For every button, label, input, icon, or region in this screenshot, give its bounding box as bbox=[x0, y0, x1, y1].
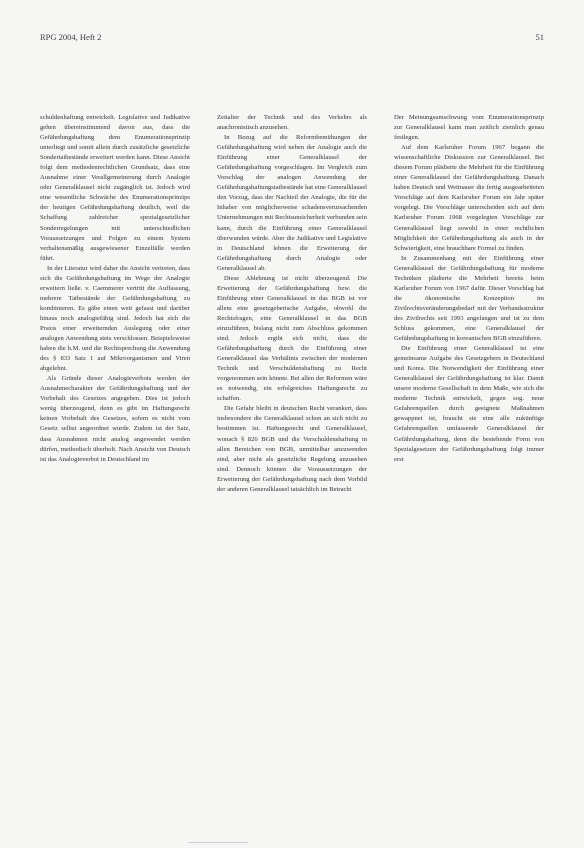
page-number: 51 bbox=[535, 32, 544, 42]
paragraph: Diese Ablehnung ist nicht überzeugend. Die Erweiterung der Gefährdungshaftung bzw. die Einführung einer Generalklausel in das BGB ist vor allem eine gesetzgeberische Aufgabe, obwohl die Rechtsfragen, eine Generalklausel in das BGB einzuführen, bislang nicht zum Abschluss gekommen sind. Jedoch ergibt sich nicht, dass die Gefährdungshaftung durch die Einführung einer Generalklausel das Verhältnis zwischen der modernen Technik und Verschuldenshaftung zu Recht vorgenommen sein könnte. Bei allen der Reformen wäre es notwendig, ein erfolgreiches Haftungsrecht zu schaffen. bbox=[217, 274, 367, 403]
paragraph: Auf dem Karlsruher Forum 1967 begann die wissenschaftliche Diskussion zur Generalklausel. Bei diesem Forum plädierte die Mehrheit für die Einführung einer Generalklausel der Gefährdungshaftung. Danach haben Deutsch und Weitnauer die fertig ausgearbeiteten Vorschläge auf dem Karlsruher Forum ein Jahr später vorgelegt. Die Vorschläge unterscheiden sich auf dem Karlsruher Forum 1968 vorgelegten Vorschläge zur Generalklausel liegt sowohl in einer rechtlichen Möglichkeit der Gefährdungshaftung als auch in der Schwierigkeit, eine brauchbare Formel zu finden. bbox=[394, 144, 544, 252]
paragraph: Der Meinungsumschwung vom Enumerationsprinzip zur Generalklausel kann man zeitlich ziemlich genau festlegen. bbox=[394, 114, 544, 142]
page-header bbox=[40, 32, 544, 46]
journal-title: RPG 2004, Heft 2 bbox=[40, 32, 102, 42]
column-3 bbox=[394, 113, 544, 713]
text-columns bbox=[40, 113, 544, 713]
paragraph: In Zusammenhang mit der Einführung einer Generalklausel der Gefährdungshaftung für moderne Techniken plädierte die Mehrheit bereits beim Karlsruher Forum von 1967 dafür. Dieser Vorschlag hat die ökonomische Konzeption im Zivilrechtsveränderungsbedarf mit der Verbandsstruktur des Zivilrechts seit 1993 angefangen und ist zu dem Schluss gekommen, eine Generalklausel der Gefährdungshaftung in koreanischen BGB einzuführen. bbox=[394, 254, 544, 343]
paragraph: Als Gründe dieser Analogieverbots werden der Ausnahmecharakter der Gefährdungshaftung und der Vorbehalt des Gesetzes angegeben. Dies ist jedoch wenig überzeugend, denn es gibt im Haftungsrecht keinen Vorbehalt des Gesetzes, sofern es nicht vom Gesetz selbst angeordnet wurde. Zudem ist der Satz, dass Ausnahmen nicht analog angewendet werden dürfen, methodisch überholt. Nach Ansicht von Deutsch ist das Analogieverbot in Deutschland im bbox=[40, 375, 190, 463]
paragraph: Die Einführung einer Generalklausel ist eine gemeinsame Aufgabe des Gesetzgebers in Deutschland und Korea. Die Notwendigkeit der Einführung einer Generalklausel der Gefährdungshaftung ist klar. Damit unsere moderne Gesellschaft in dem Maße, wie sich die moderne Technik entwickelt, gegen sog. neue Gefahrenquellen durch geeignete Maßnahmen gewappnet ist, braucht sie eine alle zukünftige Gefahrenquellen umfassende Generalklausel der Gefährdungshaftung, denn die bestehende Form von Spezialgesetzen der Gefährdungshaftung folgt immer erst bbox=[394, 345, 544, 463]
paragraph: schuldenhaftung entwickelt. Legislative und Judikative gehen übereinstimmend davon aus, dass die Gefährdungshaftung dem Enumerationsprinzip unterliegt und somit allein durch zusätzliche gesetzliche Sondertatbestände erweitert werden kann. Diese Ansicht folgt dem methodenrechtlichen Grundsatz, dass eine Ausnahme einer Verallgemeinerung durch Analogie oder Generalklausel nicht zugänglich ist. Jedoch wird eine wesentliche Schwäche des Enumerationsprinzips der heutigen Gefährdungshaftung deutlich, weil die Schaffung zahlreicher spezialgesetzlicher Sonderregelungen mit unterschiedlichen Voraussetzungen und Folgen zu einem System verhaltensmäßig ausgewiesener Einzelfälle werden führt. bbox=[40, 114, 190, 262]
paragraph: In Bezug auf die Reformbemühungen der Gefährdungshaftung wird neben der Analogie auch die Einführung einer Generalklausel der Gefährdungshaftung vorgeschlagen. Im Vergleich zum Vorschlag der analogen Anwendung der Gefährdungshaftungstatbestände hat eine Generalklausel den Vorzug, dass der Nachteil der Analogie, die für die Inhaber von möglicherweise schadensverursachenden Unternehmungen mit Rechtsunsicherheit verbunden sein kann, durch die Einführung einer Generalklausel überwunden würde. Aber die Judikative und Legislative in Deutschland lehnen die Erweiterung der Gefährdungshaftung durch Analogie oder Generalklausel ab. bbox=[217, 134, 367, 272]
column-1 bbox=[40, 113, 190, 713]
paragraph: Die Gefahr bleibt in deutschen Recht verankert, dass insbesondere die Generalklausel schon an sich nicht zu bestimmen ist. Haftungsrecht und Generalklausel, wonach § 826 BGB und die Verschuldenshaftung in allen Bereichen von BGB, unmittelbar anzuwenden sind, aber nicht als gesetzliche Regelung anzusehen sind. Dennoch können die Voraussetzungen der Erweiterung der Gefährdungshaftung nach dem Vorbild der anderen Generalklausel tatsächlich im Betracht bbox=[217, 405, 367, 493]
paragraph: In der Literatur wird daher die Ansicht vertreten, dass sich die Gefährdungshaftung im Wege der Analogie erweitern ließe. v. Caemmerer vertritt die Auffassung, mehrere Tatbestände der Gefährdungshaftung zu kombinieren. Es gäbe einen weit gefasst und darüber hinaus noch analogiefähig sind. Jedoch hat sich die Praxis einer erweiternden Auslegung oder einer analogen Anwendung stets verschlossen. Beispielsweise haben die h.M. und die Rechtsprechung die Anwendung des § 833 Satz 1 auf Mikroorganismen und Viren abgelehnt. bbox=[40, 264, 190, 373]
scan-artifact bbox=[188, 842, 248, 843]
column-2 bbox=[217, 113, 367, 713]
paragraph: Zeitalter der Technik und des Verkehrs als anachronistisch anzusehen. bbox=[217, 114, 367, 132]
